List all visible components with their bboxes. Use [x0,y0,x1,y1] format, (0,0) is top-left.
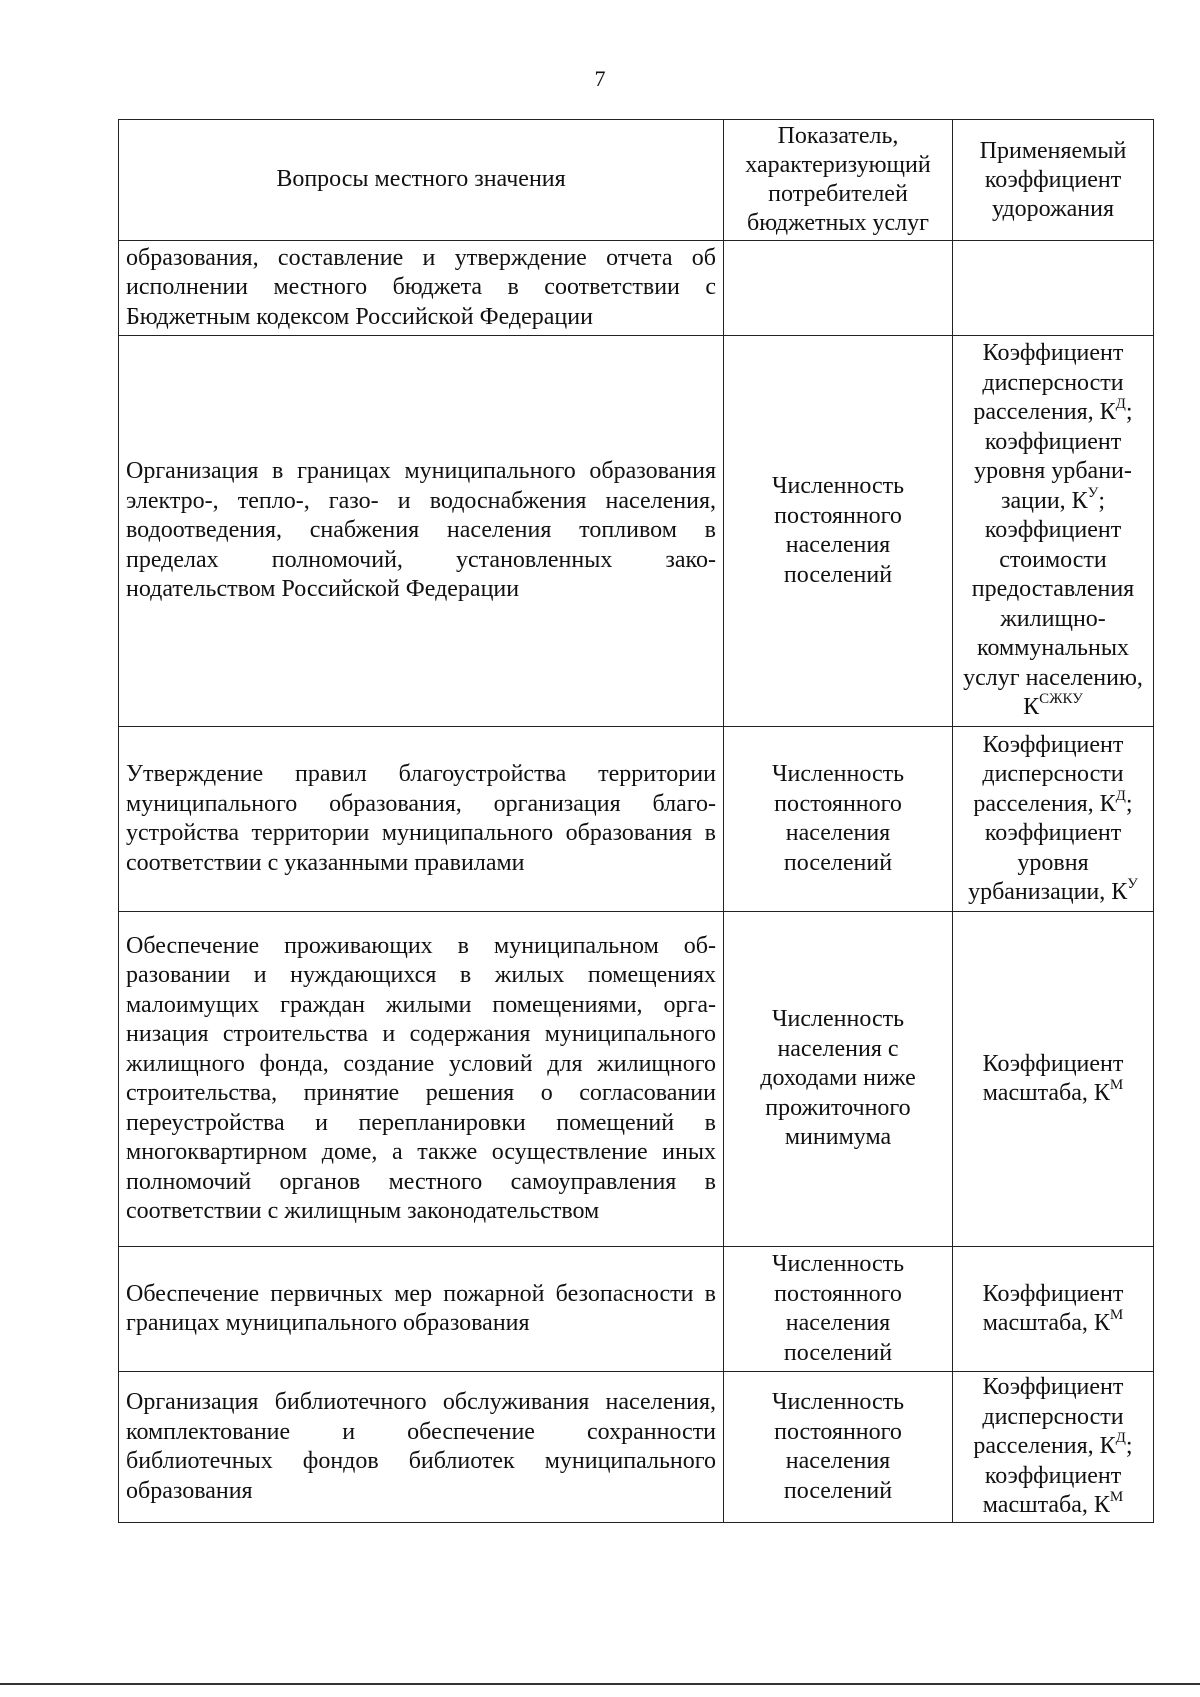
coefficient-symbol: М [1109,1307,1124,1323]
coefficient-symbol: Д [1115,396,1126,413]
table-header-row [119,120,1154,241]
coefficient-symbol: У [1127,876,1138,892]
table-row [119,727,1154,912]
coefficient-cell [953,727,1154,912]
coefficient-cell [953,336,1154,727]
coefficient-symbol: Д [1115,1430,1126,1447]
question-cell: Обеспечение первичных мер пожарной безопасности в границах муниципального образования [119,1247,724,1372]
coefficient-text: коэффициент стоимости предоставления жилищно-коммунальных услуг населению, К [963,517,1143,721]
question-cell: Утверждение правил благоустройства территории муниципального образования, организация благоустройства территории муниципального образования в соответствии с указанными правилами [119,727,724,912]
header-indicator: Показатель, характеризующий потребителей бюджетных услуг [724,120,953,241]
coefficient-symbol: У [1087,484,1099,501]
indicator-cell: Численность постоянного населения поселений [724,727,953,912]
coefficients-table [118,119,1154,1523]
table-row [119,336,1154,727]
coefficient-symbol: Д [1115,787,1126,804]
coefficient-text: коэффициент масштаба, К [982,1462,1122,1519]
coefficient-text: Коэффициент масштаба, К [982,1050,1124,1106]
indicator-cell: Численность постоянного населения поселений [724,1247,953,1372]
page-number: 7 [594,66,606,91]
question-cell: Организация в границах муниципального образования электро-, тепло-, газо- и водоснабжения населения, водоотведения, снабжения населения топливом в пределах полномочий, установленных законодательством Российской Федерации [119,336,724,727]
indicator-cell: Численность постоянного населения поселений [724,1372,953,1523]
coefficient-text: Коэффициент дисперсности расселения, К [973,340,1124,426]
indicator-cell: Численность населения с доходами ниже прожиточного минимума [724,912,953,1247]
question-cell: Организация библиотечного обслуживания населения, комплектование и обеспечение сохранности библиотечных фондов библиотек муниципального образования [119,1372,724,1523]
coefficient-text: коэффициент уровня урбанизации, К [974,428,1132,514]
header-coefficient: Применяемый коэффициент удорожания [953,120,1154,241]
coefficient-cell [953,1247,1154,1372]
coefficient-text: коэффициент уровня урбанизации, К [968,820,1128,905]
coefficient-symbol: М [1109,1077,1124,1093]
table-row [119,241,1154,336]
coefficient-text: Коэффициент дисперсности расселения, К [973,731,1124,817]
coefficient-cell [953,1372,1154,1523]
question-cell: образования, составление и утверждение отчета об исполнении местного бюджета в соответствии с Бюджетным кодексом Российской Федерации [119,241,724,336]
table-row [119,912,1154,1247]
question-cell: Обеспечение проживающих в муниципальном образовании и нуждающихся в жилых помещениях малоимущих граждан жилыми помещениями, организация строительства и содержания муниципального жилищного фонда, создание условий для жилищного строительства, принятие решения о согласовании переустройства и перепланировки помещений в многоквартирном доме, а также осуществление иных полномочий органов местного самоуправления в соответствии с жилищным законодательством [119,912,724,1247]
coefficient-text: Коэффициент масштаба, К [982,1280,1124,1336]
coefficient-symbol: СЖКУ [1039,691,1083,708]
coefficient-cell [953,912,1154,1247]
bottom-rule [0,1683,1200,1685]
coefficient-punctuation: ; [1125,399,1133,426]
coefficient-symbol: М [1109,1489,1124,1506]
indicator-cell: Численность постоянного населения поселений [724,336,953,727]
coefficient-punctuation: ; [1125,790,1133,817]
coefficient-text: Коэффициент дисперсности расселения, К [973,1374,1124,1460]
header-local-issues: Вопросы местного значения [119,120,724,241]
indicator-cell [724,241,953,336]
table-row [119,1247,1154,1372]
coefficient-cell [953,241,1154,336]
coefficient-punctuation: ; [1098,487,1105,514]
table-row [119,1372,1154,1523]
coefficient-punctuation: ; [1125,1433,1133,1460]
